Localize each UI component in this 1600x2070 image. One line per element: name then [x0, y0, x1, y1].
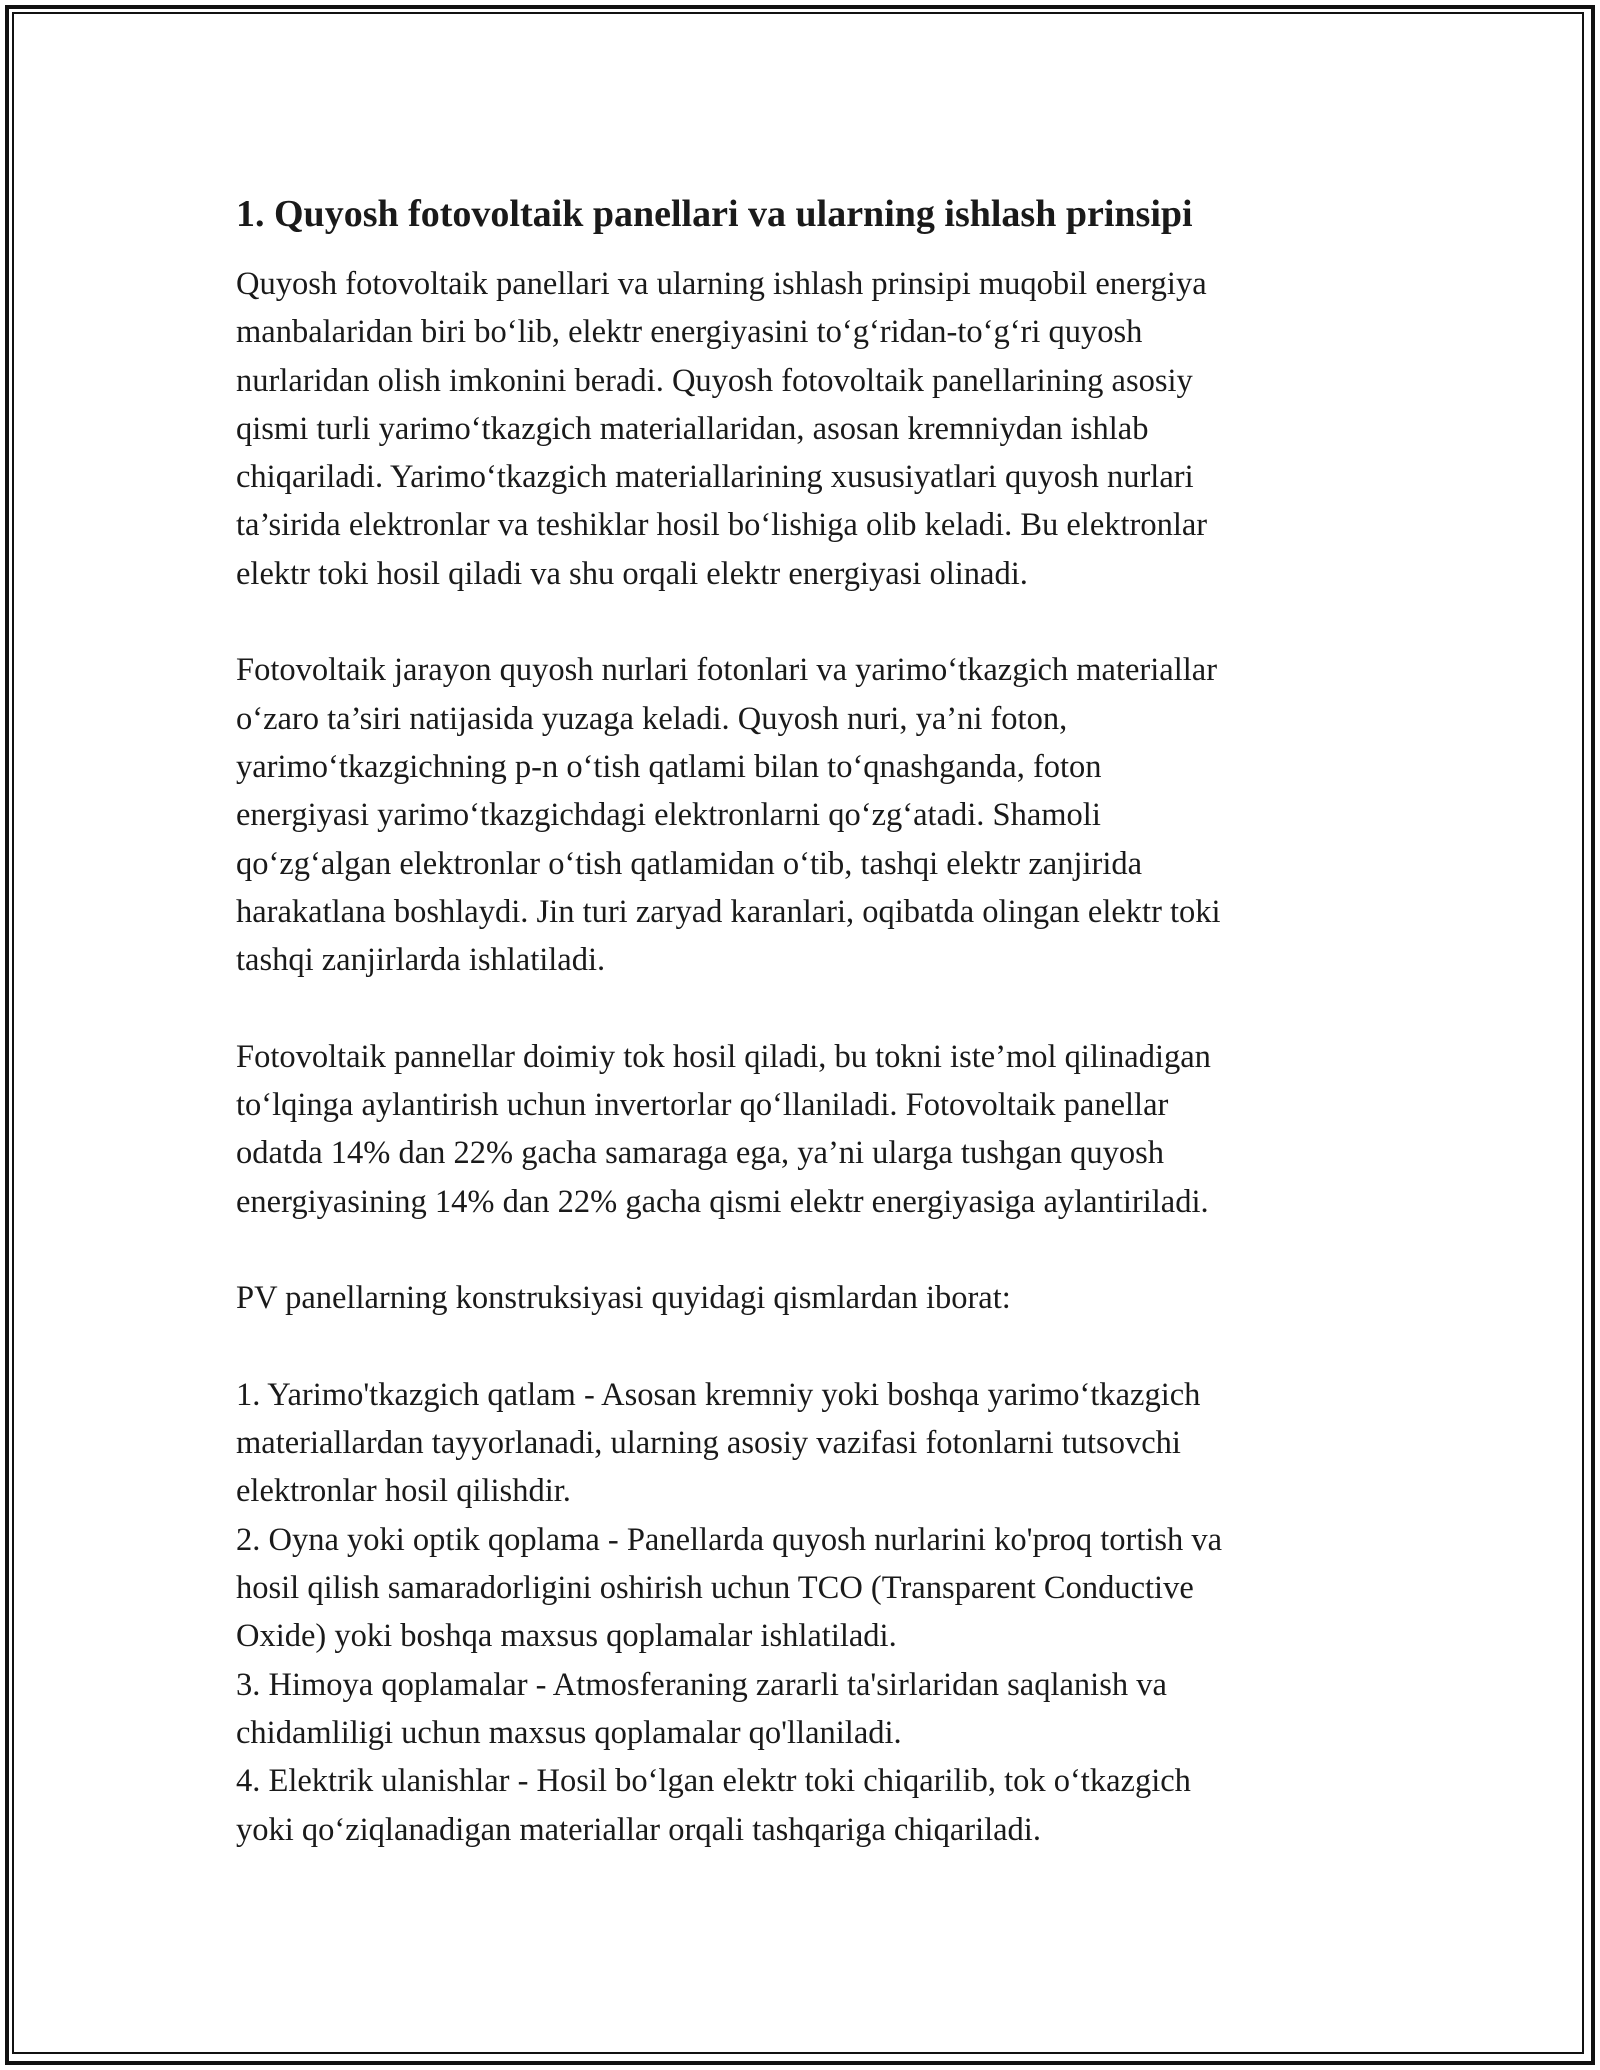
text-line: Fotovoltaik jarayon quyosh nurlari fotonlari va yarimo‘tkazgich materiallar — [236, 652, 1218, 689]
construction-list — [236, 1371, 1366, 1854]
text-line: qo‘zg‘algan elektronlar o‘tish qatlamidan o‘tib, tashqi elektr zanjirida — [236, 845, 1143, 882]
page-title: 1. Quyosh fotovoltaik panellari va ularning ishlash prinsipi — [236, 193, 1193, 235]
list-item-line: hosil qilish samaradorligini oshirish uchun TCO (Transparent Conductive — [236, 1570, 1194, 1607]
text-line: Fotovoltaik pannellar doimiy tok hosil qiladi, bu tokni iste’mol qilinadigan — [236, 1038, 1211, 1075]
text-line: ta’sirida elektronlar va teshiklar hosil bo‘lishiga olib keladi. Bu elektronlar — [236, 507, 1208, 544]
text-line: Quyosh fotovoltaik panellari va ularning ishlash prinsipi muqobil energiya — [236, 266, 1207, 302]
text-line: odatda 14% dan 22% gacha samaraga ega, ya’ni ularga tushgan quyosh — [236, 1135, 1165, 1172]
text-line: qismi turli yarimo‘tkazgich materiallaridan, asosan kremniydan ishlab — [236, 410, 1149, 447]
text-line: tashqi zanjirlarda ishlatiladi. — [236, 942, 606, 979]
document-body — [236, 188, 1366, 1902]
text-line: chiqariladi. Yarimo‘tkazgich materiallarining xususiyatlari quyosh nurlari — [236, 459, 1194, 496]
text-line: PV panellarning konstruksiyasi quyidagi qismlardan iborat: — [236, 1280, 1011, 1317]
paragraph-efficiency — [236, 1033, 1366, 1226]
list-item-line: materiallardan tayyorlanadi, ularning asosiy vazifasi fotonlarni tutsovchi — [236, 1425, 1181, 1462]
text-line: manbalaridan biri bo‘lib, elektr energiyasini to‘g‘ridan-to‘g‘ri quyosh — [236, 314, 1143, 351]
paragraph-photovoltaic-process — [236, 646, 1366, 984]
text-line: energiyasi yarimo‘tkazgichdagi elektronlarni qo‘zg‘atadi. Shamoli — [236, 797, 1101, 834]
list-item-line: elektronlar hosil qilishdir. — [236, 1473, 571, 1510]
text-line: energiyasining 14% dan 22% gacha qismi elektr energiyasiga aylantiriladi. — [236, 1183, 1209, 1220]
text-line: to‘lqinga aylantirish uchun invertorlar qo‘llaniladi. Fotovoltaik panellar — [236, 1087, 1169, 1124]
list-item-line: chidamliligi uchun maxsus qoplamalar qo'llaniladi. — [236, 1714, 902, 1751]
text-line: nurlaridan olish imkonini beradi. Quyosh fotovoltaik panellarining asosiy — [236, 362, 1193, 399]
text-line: elektr toki hosil qiladi va shu orqali elektr energiyasi olinadi. — [236, 555, 1028, 592]
list-item-line: Oxide) yoki boshqa maxsus qoplamalar ishlatiladi. — [236, 1618, 897, 1655]
list-item-line: 1. Yarimo'tkazgich qatlam - Asosan kremniy yoki boshqa yarimo‘tkazgich — [236, 1376, 1201, 1413]
list-item-line: 2. Oyna yoki optik qoplama - Panellarda quyosh nurlarini ko'proq tortish va — [236, 1521, 1223, 1558]
list-item-line: 4. Elektrik ulanishlar - Hosil bo‘lgan elektr toki chiqarilib, tok o‘tkazgich — [236, 1763, 1191, 1800]
paragraph-intro — [236, 260, 1366, 598]
list-item-line: 3. Himoya qoplamalar - Atmosferaning zararli ta'sirlaridan saqlanish va — [236, 1666, 1167, 1703]
text-line: o‘zaro ta’siri natijasida yuzaga keladi. Quyosh nuri, ya’ni foton, — [236, 700, 1068, 737]
text-line: harakatlana boshlaydi. Jin turi zaryad karanlari, oqibatda olingan elektr toki — [236, 893, 1221, 930]
text-line: yarimo‘tkazgichning p-n o‘tish qatlami bilan to‘qnashganda, foton — [236, 748, 1102, 785]
list-item-line: yoki qo‘ziqlanadigan materiallar orqali tashqariga chiqariladi. — [236, 1811, 1041, 1848]
paragraph-construction-intro — [236, 1274, 1366, 1322]
